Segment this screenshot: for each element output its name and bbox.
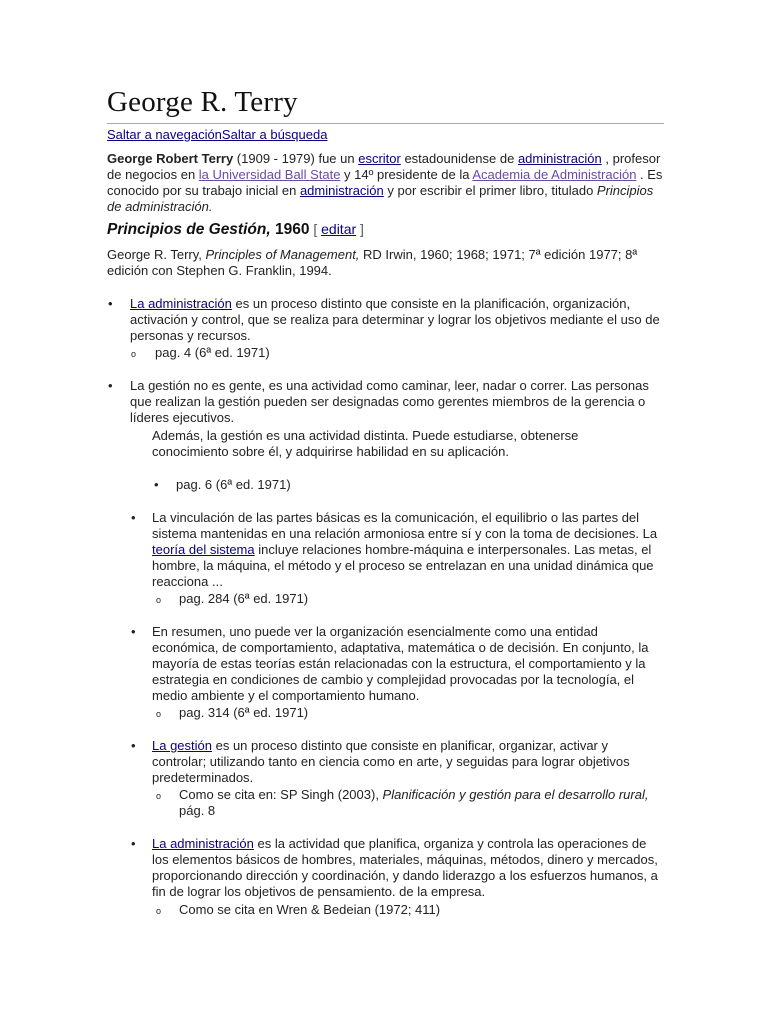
section-edit: [ editar ] (309, 221, 364, 237)
bullet-icon: • (131, 738, 136, 753)
citation-6: Como se cita en Wren & Bedeian (1972; 411) (179, 902, 441, 917)
citation-4: pag. 314 (6ª ed. 1971) (179, 705, 309, 720)
book-title: Principios de administración. (107, 183, 654, 214)
system-theory-link[interactable]: teoría del sistema (152, 542, 255, 557)
quote-item-1: La administración es un proceso distinto que consiste en la planificación, organización, activación y control, que se realiza para determinar y lograr los objetivos mediante el uso de personas y recursos. (130, 296, 660, 343)
bullet-icon: • (131, 836, 136, 851)
administration-link-3[interactable]: La administración (130, 296, 232, 311)
writer-link[interactable]: escritor (358, 151, 401, 166)
edit-section-link[interactable]: editar (321, 221, 357, 237)
bullet-icon: • (131, 510, 136, 525)
quote-item-6: La administración es la actividad que planifica, organiza y controla las operaciones de los elementos básicos de hombres, materiales, máquinas, métodos, dinero y mercados, proporcionando dirección y coordinación, y dando liderazgo a los esfuerzos humanos, a fin de lograr los objetivos de pensamiento. de la empresa. (152, 836, 658, 899)
bullet-icon: • (108, 378, 113, 393)
quote-item-2-continuation: Además, la gestión es una actividad distinta. Puede estudiarse, obtenerse conocimiento sobre él, y adquirirse habilidad en su aplicación. (152, 428, 579, 459)
section-heading: Principios de Gestión, 1960 [ editar ] (107, 221, 364, 238)
page-title: George R. Terry (107, 86, 298, 118)
bullet-icon: • (108, 296, 113, 311)
citation-2: pag. 6 (6ª ed. 1971) (176, 477, 291, 492)
ball-state-link[interactable]: la Universidad Ball State (198, 167, 341, 182)
citation-5: Como se cita en: SP Singh (2003), Planificación y gestión para el desarrollo rural, pág. 8 (179, 787, 649, 818)
book-reference: George R. Terry, Principles of Management, RD Irwin, 1960; 1968; 1971; 7ª edición 1977; 8ª edición con Stephen G. Franklin, 1994. (107, 247, 638, 278)
skip-links (107, 127, 327, 142)
sub-bullet-icon: o (156, 595, 162, 605)
intro-paragraph: George Robert Terry (1909 - 1979) fue un escritor estadounidense de administración , profesor de negocios en la Universidad Ball State y 14º presidente de la Academia de Administración . Es conocido por su trabajo inicial en administración y por escribir el primer libro, titulado Principios de administración. (107, 151, 663, 214)
title-divider (107, 123, 664, 124)
citation-1: pag. 4 (6ª ed. 1971) (155, 345, 270, 360)
subject-name: George Robert Terry (107, 151, 234, 166)
sub-bullet-icon: o (156, 906, 162, 916)
sub-bullet-icon: o (156, 791, 162, 801)
sub-bullet-icon: o (156, 709, 162, 719)
management-link[interactable]: La gestión (152, 738, 212, 753)
quote-item-4: En resumen, uno puede ver la organización esencialmente como una entidad económica, de comportamiento, adaptativa, matemática o de decisión. En conjunto, la mayoría de estas teorías están relacionadas con la estructura, el comportamiento y la estrategia en condiciones de cambio y complejidad provocadas por la tecnología, el medio ambiente y el comportamiento humano. (152, 624, 649, 703)
administration-link[interactable]: administración (517, 151, 602, 166)
quote-item-3: La vinculación de las partes básicas es la comunicación, el equilibrio o las partes del sistema mantenidas en una relación armoniosa entre sí y con la toma de decisiones. La teoría del sistema incluye relaciones hombre-máquina e interpersonales. Las metas, el hombre, la máquina, el método y el proceso se entrelazan en una unidad dinámica que reacciona ... (152, 510, 658, 589)
skip-to-search-link[interactable]: Saltar a búsqueda (221, 127, 328, 142)
administration-link-4[interactable]: La administración (152, 836, 254, 851)
citation-3: pag. 284 (6ª ed. 1971) (179, 591, 309, 606)
quote-item-5: La gestión es un proceso distinto que consiste en planificar, organizar, activar y controlar; utilizando tanto en ciencia como en arte, y seguidas para lograr objetivos predeterminados. (152, 738, 630, 785)
skip-to-navigation-link[interactable]: Saltar a navegación (107, 127, 222, 142)
bullet-icon: • (131, 624, 136, 639)
quote-item-2: La gestión no es gente, es una actividad como caminar, leer, nadar o correr. Las personas que realizan la gestión pueden ser designadas como gerentes miembros de la gerencia o líderes ejecutivos. (130, 378, 649, 425)
bullet-icon: • (154, 477, 159, 492)
academy-link[interactable]: Academia de Administración (472, 167, 637, 182)
administration-link-2[interactable]: administración (299, 183, 384, 198)
sub-bullet-icon: o (131, 349, 137, 359)
